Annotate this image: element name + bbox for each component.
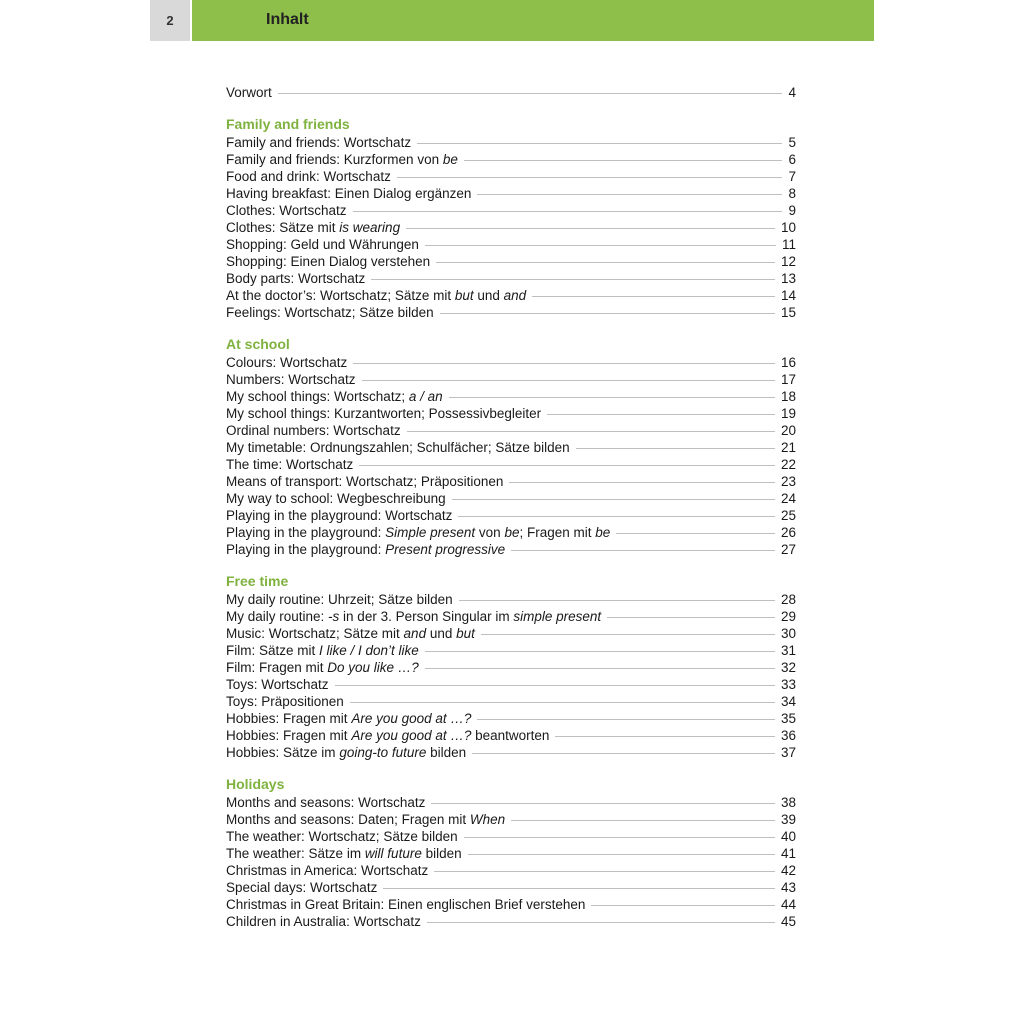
label-text: bilden (421, 846, 462, 861)
dot-leader (350, 702, 775, 703)
toc-entry[interactable] (226, 354, 796, 371)
toc-entry-label (226, 642, 419, 659)
toc-entry-page: 38 (780, 795, 796, 810)
label-text: Family and friends: Kurzformen von (226, 152, 443, 167)
dot-leader (459, 600, 775, 601)
toc-entry-page: 10 (780, 220, 796, 235)
dot-leader (452, 499, 775, 500)
toc-entry-label (226, 473, 503, 490)
toc-entry-label: Vorwort (226, 85, 272, 100)
emphasis-text: simple present (513, 609, 602, 624)
toc-entry-label (226, 659, 419, 676)
label-text: Christmas in America: Wortschatz (226, 863, 429, 878)
toc-entry-page: 4 (788, 85, 796, 100)
dot-leader (481, 634, 775, 635)
label-text: Colours: Wortschatz (226, 355, 348, 370)
label-text: beantworten (471, 728, 550, 743)
label-text: Shopping: Einen Dialog verstehen (226, 254, 431, 269)
label-text: Months and seasons: Wortschatz (226, 795, 426, 810)
emphasis-text: and (403, 626, 427, 641)
toc-entry-label (226, 354, 347, 371)
label-text: My daily routine: Uhrzeit; Sätze bilden (226, 592, 453, 607)
emphasis-text: Are you good at …? (351, 711, 472, 726)
toc-entry-label (226, 304, 434, 321)
label-text: Numbers: Wortschatz (226, 372, 356, 387)
toc-entry-page: 21 (780, 440, 796, 455)
dot-leader (425, 651, 775, 652)
dot-leader (417, 143, 782, 144)
toc-entry-page: 22 (780, 457, 796, 472)
toc-entry-page: 11 (781, 237, 796, 252)
dot-leader (576, 448, 775, 449)
label-text: My timetable: Ordnungszahlen; Schulfächer; Sätze bilden (226, 440, 570, 455)
toc-entry-page: 7 (788, 169, 796, 184)
toc-entry[interactable] (226, 845, 796, 862)
toc-entry-label (226, 507, 452, 524)
toc-entry[interactable] (226, 236, 796, 253)
toc-entry-label (226, 405, 541, 422)
toc-entry-label (226, 134, 411, 151)
toc-entry-label (226, 676, 329, 693)
toc-entry-page: 41 (780, 846, 796, 861)
toc-entry-label (226, 862, 428, 879)
toc-entry[interactable] (226, 270, 796, 287)
toc-entry-label (226, 896, 585, 913)
toc-entry-page: 18 (780, 389, 796, 404)
label-text: Means of transport: Wortschatz; Präpositionen (226, 474, 504, 489)
toc-entry-label (226, 253, 430, 270)
toc-entry[interactable] (226, 693, 796, 710)
dot-leader (425, 245, 776, 246)
dot-leader (371, 279, 775, 280)
toc-entry[interactable] (226, 473, 796, 490)
toc-entry[interactable] (226, 727, 796, 744)
toc-entry-page: 6 (788, 152, 796, 167)
label-text: The weather: Wortschatz; Sätze bilden (226, 829, 458, 844)
toc-entry-label (226, 794, 425, 811)
toc-entry-page: 23 (780, 474, 796, 489)
label-text: Clothes: Wortschatz (226, 203, 347, 218)
toc-entry-page: 34 (780, 694, 796, 709)
dot-leader (468, 854, 775, 855)
toc-entry-page: 26 (780, 525, 796, 540)
title-bar (192, 0, 874, 41)
label-text: und (426, 626, 457, 641)
dot-leader (607, 617, 775, 618)
toc-entry-label (226, 439, 570, 456)
toc-entry-page: 42 (780, 863, 796, 878)
label-text: The weather: Sätze im (226, 846, 365, 861)
page-header (150, 0, 874, 41)
toc-entry[interactable] (226, 253, 796, 270)
toc-entry[interactable] (226, 371, 796, 388)
toc-entry-page: 39 (780, 812, 796, 827)
toc-entry-label (226, 236, 419, 253)
dot-leader (532, 296, 775, 297)
toc-entry-page: 25 (780, 508, 796, 523)
emphasis-text: will future (364, 846, 422, 861)
emphasis-text: a / an (408, 389, 443, 404)
emphasis-text: be (504, 525, 520, 540)
emphasis-text: Do you like …? (327, 660, 419, 675)
label-text: Toys: Präpositionen (226, 694, 344, 709)
label-text: At the doctor’s: Wortschatz; Sätze mit (226, 288, 455, 303)
section-title: Holidays (226, 776, 285, 792)
toc-entry[interactable] (226, 439, 796, 456)
dot-leader (464, 160, 783, 161)
emphasis-text: but (456, 626, 475, 641)
emphasis-text: I like / I don’t like (319, 643, 419, 658)
emphasis-text: going-to future (339, 745, 427, 760)
emphasis-text: -s (328, 609, 340, 624)
toc-entry[interactable] (226, 913, 796, 930)
toc-entry-page: 14 (780, 288, 796, 303)
label-text: Playing in the playground: (226, 542, 386, 557)
dot-leader (472, 753, 775, 754)
label-text: Hobbies: Fragen mit (226, 711, 352, 726)
toc-entry-label (226, 185, 471, 202)
toc-entry[interactable] (226, 676, 796, 693)
toc-section (226, 571, 796, 761)
label-text: Food and drink: Wortschatz (226, 169, 391, 184)
dot-leader (509, 482, 775, 483)
label-text: Ordinal numbers: Wortschatz (226, 423, 401, 438)
toc-entry-page: 32 (780, 660, 796, 675)
toc-entry-label (226, 744, 466, 761)
label-text: Hobbies: Sätze im (226, 745, 340, 760)
page-number: 2 (150, 0, 190, 41)
dot-leader (449, 397, 775, 398)
dot-leader (436, 262, 775, 263)
label-text: Film: Fragen mit (226, 660, 328, 675)
toc-entry[interactable] (226, 185, 796, 202)
toc-entry-label (226, 388, 443, 405)
toc-entry-page: 30 (780, 626, 796, 641)
toc-entry[interactable] (226, 879, 796, 896)
toc-entry-label (226, 828, 458, 845)
toc-entry-page: 35 (780, 711, 796, 726)
dot-leader (407, 431, 775, 432)
label-text: Children in Australia: Wortschatz (226, 914, 421, 929)
toc-entry[interactable] (226, 591, 796, 608)
toc-entry[interactable] (226, 541, 796, 558)
toc-entry[interactable] (226, 456, 796, 473)
dot-leader (477, 719, 775, 720)
label-text: My way to school: Wegbeschreibung (226, 491, 446, 506)
section-title: Family and friends (226, 116, 350, 132)
emphasis-text: be (595, 525, 611, 540)
toc-entry-page: 27 (780, 542, 796, 557)
toc-entry-label (226, 270, 365, 287)
toc-entry-page: 33 (780, 677, 796, 692)
emphasis-text: be (442, 152, 458, 167)
toc-section (226, 334, 796, 558)
label-text: und (473, 288, 504, 303)
toc-entry-page: 29 (780, 609, 796, 624)
page-title: Inhalt (266, 11, 309, 28)
toc-entry-label (226, 591, 453, 608)
toc-section (226, 114, 796, 321)
toc-entry-label (226, 287, 526, 304)
label-text: Months and seasons: Daten; Fragen mit (226, 812, 470, 827)
dot-leader (616, 533, 775, 534)
toc-entry-label (226, 456, 353, 473)
toc-entry[interactable] (226, 304, 796, 321)
toc-entry-page: 45 (780, 914, 796, 929)
toc-entry[interactable] (226, 507, 796, 524)
toc-entry-page: 13 (780, 271, 796, 286)
toc-entry[interactable] (226, 202, 796, 219)
label-text: Feelings: Wortschatz; Sätze bilden (226, 305, 434, 320)
toc-entry-page: 16 (780, 355, 796, 370)
toc-entry-label (226, 727, 549, 744)
toc-entry[interactable] (226, 490, 796, 507)
label-text: Having breakfast: Einen Dialog ergänzen (226, 186, 472, 201)
toc-entry-label (226, 490, 446, 507)
toc-entry-page: 44 (780, 897, 796, 912)
toc-entry-label (226, 219, 400, 236)
label-text: Body parts: Wortschatz (226, 271, 366, 286)
toc-entry-label (226, 879, 377, 896)
label-text: Playing in the playground: Wortschatz (226, 508, 453, 523)
toc-entry[interactable] (226, 134, 796, 151)
dot-leader (555, 736, 775, 737)
toc-entry-label (226, 151, 458, 168)
emphasis-text: Present progressive (385, 542, 506, 557)
emphasis-text: Simple present (385, 525, 476, 540)
toc-entry-label (226, 625, 475, 642)
label-text: Music: Wortschatz; Sätze mit (226, 626, 404, 641)
toc-entry-label (226, 541, 505, 558)
toc-section (226, 774, 796, 930)
toc-entry[interactable] (226, 744, 796, 761)
label-text: Hobbies: Fragen mit (226, 728, 352, 743)
label-text: bilden (426, 745, 467, 760)
label-text: Clothes: Sätze mit (226, 220, 340, 235)
toc-entry[interactable] (226, 642, 796, 659)
toc-entry[interactable] (226, 168, 796, 185)
dot-leader (427, 922, 775, 923)
toc-entry-label (226, 811, 505, 828)
label-text: Playing in the playground: (226, 525, 386, 540)
dot-leader (547, 414, 775, 415)
toc-entry[interactable] (226, 659, 796, 676)
toc-entry-label (226, 371, 356, 388)
toc-entry-page: 28 (780, 592, 796, 607)
toc-entry-page: 31 (780, 643, 796, 658)
label-text: in der 3. Person Singular im (339, 609, 514, 624)
toc-entry[interactable] (226, 405, 796, 422)
toc-entry[interactable] (226, 896, 796, 913)
emphasis-text: but (454, 288, 474, 303)
dot-leader (591, 905, 775, 906)
dot-leader (362, 380, 775, 381)
label-text: My school things: Wortschatz; (226, 389, 409, 404)
toc-entry-label (226, 608, 601, 625)
dot-leader (458, 516, 775, 517)
dot-leader (397, 177, 783, 178)
toc-entry-label (226, 710, 471, 727)
toc-entry-page: 19 (780, 406, 796, 421)
toc-entry-label (226, 422, 401, 439)
toc-entry[interactable] (226, 524, 796, 541)
toc-entry[interactable] (226, 794, 796, 811)
toc-entry-label (226, 524, 610, 541)
toc-entry-label (226, 693, 344, 710)
toc-entry-page: 12 (780, 254, 796, 269)
emphasis-text: and (503, 288, 527, 303)
toc-entry-page: 40 (780, 829, 796, 844)
table-of-contents (226, 84, 796, 930)
toc-entry-label (226, 168, 391, 185)
emphasis-text: When (469, 812, 506, 827)
dot-leader (383, 888, 775, 889)
toc-entry-label (226, 913, 421, 930)
toc-entry[interactable] (226, 625, 796, 642)
dot-leader (511, 550, 775, 551)
toc-entry-label (226, 845, 462, 862)
toc-entry-page: 43 (780, 880, 796, 895)
dot-leader (353, 363, 775, 364)
toc-entry[interactable] (226, 608, 796, 625)
toc-entry[interactable] (226, 710, 796, 727)
toc-entry[interactable] (226, 219, 796, 236)
dot-leader (511, 820, 775, 821)
label-text: My school things: Kurzantworten; Possessivbegleiter (226, 406, 542, 421)
toc-entry-page: 36 (780, 728, 796, 743)
toc-entry-intro[interactable] (226, 84, 796, 101)
toc-entry-page: 20 (780, 423, 796, 438)
toc-entry[interactable] (226, 388, 796, 405)
label-text: Film: Sätze mit (226, 643, 320, 658)
toc-entry-page: 17 (780, 372, 796, 387)
dot-leader (406, 228, 775, 229)
toc-entry[interactable] (226, 287, 796, 304)
label-text: von (475, 525, 505, 540)
dot-leader (464, 837, 775, 838)
emphasis-text: Are you good at …? (351, 728, 472, 743)
label-text: Family and friends: Wortschatz (226, 135, 412, 150)
dot-leader (440, 313, 775, 314)
toc-entry-page: 5 (788, 135, 796, 150)
label-text: The time: Wortschatz (226, 457, 354, 472)
dot-leader (359, 465, 775, 466)
emphasis-text: is wearing (339, 220, 401, 235)
section-title: At school (226, 336, 290, 352)
label-text: Toys: Wortschatz (226, 677, 329, 692)
toc-entry[interactable] (226, 828, 796, 845)
toc-entry-page: 37 (780, 745, 796, 760)
dot-leader (425, 668, 775, 669)
label-text: Special days: Wortschatz (226, 880, 378, 895)
toc-entry-label (226, 202, 347, 219)
toc-entry-page: 8 (788, 186, 796, 201)
dot-leader (477, 194, 782, 195)
toc-entry-page: 24 (780, 491, 796, 506)
label-text: Christmas in Great Britain: Einen englischen Brief verstehen (226, 897, 586, 912)
dot-leader (431, 803, 775, 804)
toc-entry[interactable] (226, 862, 796, 879)
toc-entry[interactable] (226, 811, 796, 828)
toc-entry-page: 9 (788, 203, 796, 218)
toc-entry[interactable] (226, 422, 796, 439)
dot-leader (353, 211, 783, 212)
toc-entry[interactable] (226, 151, 796, 168)
dot-leader (335, 685, 775, 686)
label-text: My daily routine: (226, 609, 329, 624)
label-text: Shopping: Geld und Währungen (226, 237, 419, 252)
toc-entry-page: 15 (780, 305, 796, 320)
dot-leader (434, 871, 775, 872)
section-title: Free time (226, 573, 289, 589)
label-text: ; Fragen mit (519, 525, 596, 540)
dot-leader (278, 93, 783, 94)
